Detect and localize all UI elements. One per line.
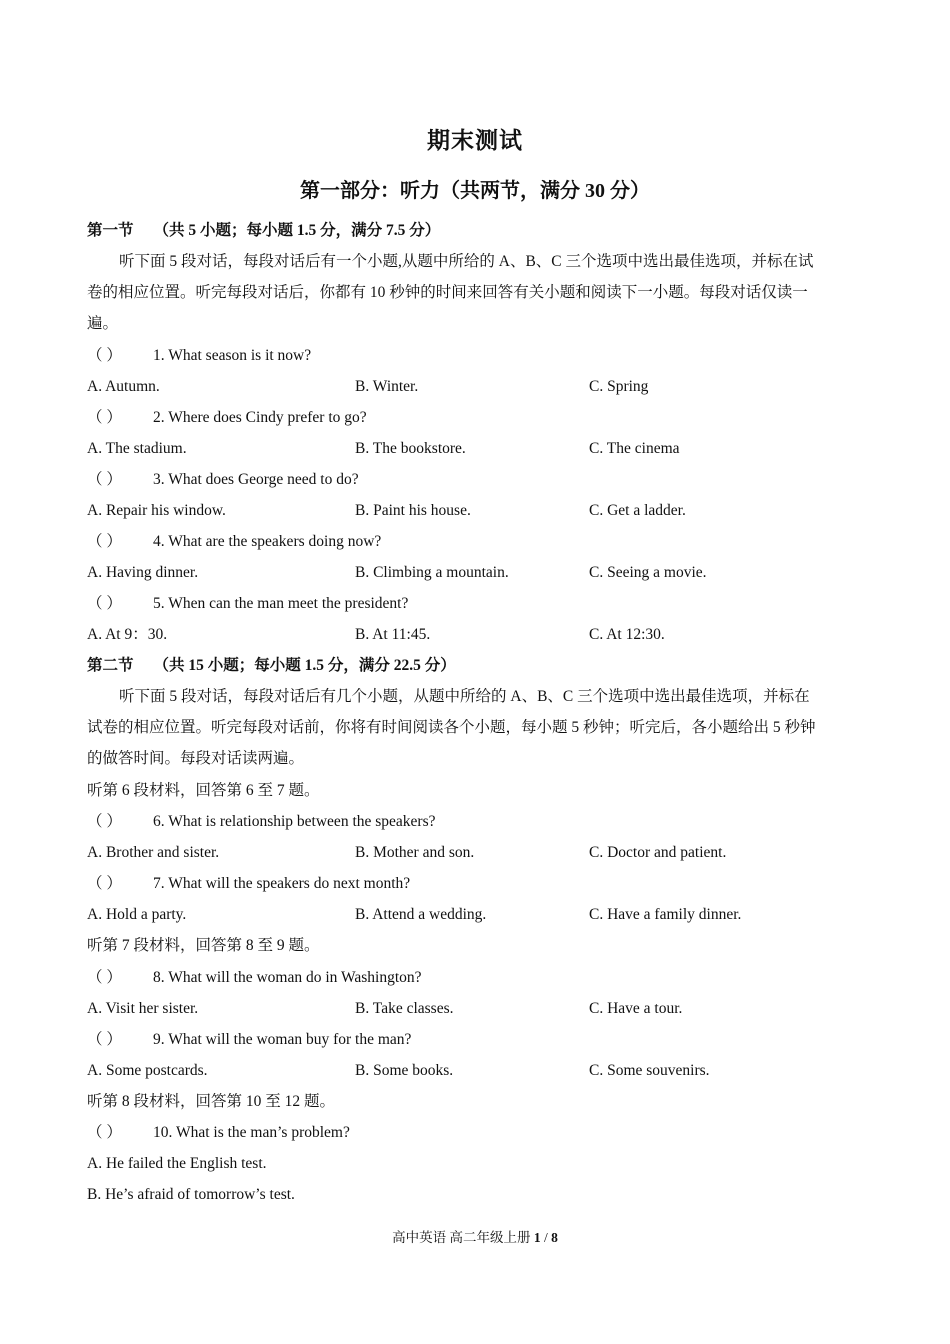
section2-heading xyxy=(87,650,867,681)
option-b[interactable]: B. Paint his house. xyxy=(355,502,471,519)
question-stem xyxy=(87,1117,867,1148)
page-total: 8 xyxy=(551,1230,558,1245)
question-text: 6. What is relationship between the speakers? xyxy=(153,813,436,830)
section2-label: 第二节 xyxy=(87,657,134,674)
question-text: 1. What season is it now? xyxy=(153,347,312,364)
question-stem xyxy=(87,962,867,993)
option-row xyxy=(87,993,867,1024)
question-text: 3. What does George need to do? xyxy=(153,471,359,488)
answer-blank[interactable]: （ ） xyxy=(87,969,122,986)
answer-blank[interactable]: （ ） xyxy=(87,813,122,830)
option-b[interactable]: B. Winter. xyxy=(355,378,419,395)
option-a[interactable]: A. Visit her sister. xyxy=(87,1000,199,1017)
question-stem xyxy=(87,1024,867,1055)
question-text: 7. What will the speakers do next month? xyxy=(153,875,411,892)
option-b[interactable]: B. Climbing a mountain. xyxy=(355,564,509,581)
option-row xyxy=(87,619,867,650)
page-number: 1 xyxy=(533,1230,541,1245)
option-c[interactable]: C. The cinema xyxy=(589,440,680,457)
option-a[interactable]: A. Repair his window. xyxy=(87,502,226,519)
question-stem xyxy=(87,868,867,899)
question-stem xyxy=(87,464,867,495)
question-text: 9. What will the woman buy for the man? xyxy=(153,1031,412,1048)
option-row xyxy=(87,837,867,868)
option-row xyxy=(87,433,867,464)
question-text: 2. Where does Cindy prefer to go? xyxy=(153,409,367,426)
option-a[interactable]: A. Autumn. xyxy=(87,378,160,395)
option-c[interactable]: C. Some souvenirs. xyxy=(589,1062,710,1079)
answer-blank[interactable]: （ ） xyxy=(87,1124,122,1141)
section2-detail: （共 15 小题；每小题 1.5 分，满分 22.5 分） xyxy=(153,657,456,674)
option-a[interactable]: A. Having dinner. xyxy=(87,564,199,581)
section1-heading xyxy=(87,215,867,246)
footer-text: 高中英语 高二年级上册 xyxy=(392,1230,534,1245)
question-stem xyxy=(87,340,867,371)
option-a[interactable]: A. The stadium. xyxy=(87,440,187,457)
option-a[interactable]: A. He failed the English test. xyxy=(87,1155,267,1172)
option-b[interactable]: B. The bookstore. xyxy=(355,440,466,457)
option-c[interactable]: C. Doctor and patient. xyxy=(589,844,727,861)
answer-blank[interactable]: （ ） xyxy=(87,875,122,892)
option-a[interactable]: A. Some postcards. xyxy=(87,1062,208,1079)
option-row xyxy=(87,371,867,402)
page-title: 期末测试 xyxy=(427,128,523,153)
question-text: 10. What is the man’s problem? xyxy=(153,1124,350,1141)
section1-instruction-line: 听下面 5 段对话，每段对话后有一个小题,从题中所给的 A、B、C 三个选项中选出最佳选项，并标在试 xyxy=(119,253,814,270)
option-b[interactable]: B. He’s afraid of tomorrow’s test. xyxy=(87,1186,295,1203)
question-stem xyxy=(87,588,867,619)
question-text: 4. What are the speakers doing now? xyxy=(153,533,382,550)
section2-instruction-line: 的做答时间。每段对话读两遍。 xyxy=(87,750,305,767)
page-separator: / xyxy=(540,1230,552,1245)
option-row xyxy=(87,495,867,526)
group-instruction: 听第 6 段材料，回答第 6 至 7 题。 xyxy=(87,782,320,799)
option-c[interactable]: C. Have a family dinner. xyxy=(589,906,742,923)
answer-blank[interactable]: （ ） xyxy=(87,347,122,364)
option-a[interactable]: A. Brother and sister. xyxy=(87,844,220,861)
option-row xyxy=(87,899,867,930)
option-row xyxy=(87,1055,867,1086)
option-c[interactable]: C. At 12:30. xyxy=(589,626,665,643)
question-stem xyxy=(87,526,867,557)
option-a[interactable]: A. Hold a party. xyxy=(87,906,187,923)
option-c[interactable]: C. Seeing a movie. xyxy=(589,564,707,581)
answer-blank[interactable]: （ ） xyxy=(87,471,122,488)
option-row xyxy=(87,557,867,588)
group-instruction: 听第 8 段材料，回答第 10 至 12 题。 xyxy=(87,1093,336,1110)
answer-blank[interactable]: （ ） xyxy=(87,533,122,550)
question-text: 5. When can the man meet the president? xyxy=(153,595,409,612)
part-title: 第一部分：听力（共两节，满分 30 分） xyxy=(300,180,650,202)
group-instruction: 听第 7 段材料，回答第 8 至 9 题。 xyxy=(87,937,320,954)
section2-instruction-line: 试卷的相应位置。听完每段对话前，你将有时间阅读各个小题，每小题 5 秒钟；听完后，各小题给出 5 秒钟 xyxy=(87,719,816,736)
option-c[interactable]: C. Spring xyxy=(589,378,649,395)
answer-blank[interactable]: （ ） xyxy=(87,409,122,426)
option-c[interactable]: C. Have a tour. xyxy=(589,1000,683,1017)
option-b[interactable]: B. Some books. xyxy=(355,1062,454,1079)
option-c[interactable]: C. Get a ladder. xyxy=(589,502,686,519)
section1-instruction-line: 遍。 xyxy=(87,315,119,332)
answer-blank[interactable]: （ ） xyxy=(87,595,122,612)
page-footer xyxy=(0,1226,950,1246)
answer-blank[interactable]: （ ） xyxy=(87,1031,122,1048)
section1-detail: （共 5 小题；每小题 1.5 分，满分 7.5 分） xyxy=(153,222,441,239)
section1-instruction-line: 卷的相应位置。听完每段对话后，你都有 10 秒钟的时间来回答有关小题和阅读下一小题。每段对话仅读一 xyxy=(87,284,808,301)
section2-instruction-line: 听下面 5 段对话，每段对话后有几个小题，从题中所给的 A、B、C 三个选项中选出最佳选项，并标在 xyxy=(119,688,810,705)
option-b[interactable]: B. Take classes. xyxy=(355,1000,454,1017)
option-b[interactable]: B. At 11:45. xyxy=(355,626,431,643)
option-b[interactable]: B. Mother and son. xyxy=(355,844,475,861)
option-a[interactable]: A. At 9：30. xyxy=(87,626,168,643)
question-stem xyxy=(87,806,867,837)
section1-label: 第一节 xyxy=(87,222,134,239)
question-text: 8. What will the woman do in Washington? xyxy=(153,969,422,986)
option-b[interactable]: B. Attend a wedding. xyxy=(355,906,487,923)
question-stem xyxy=(87,402,867,433)
